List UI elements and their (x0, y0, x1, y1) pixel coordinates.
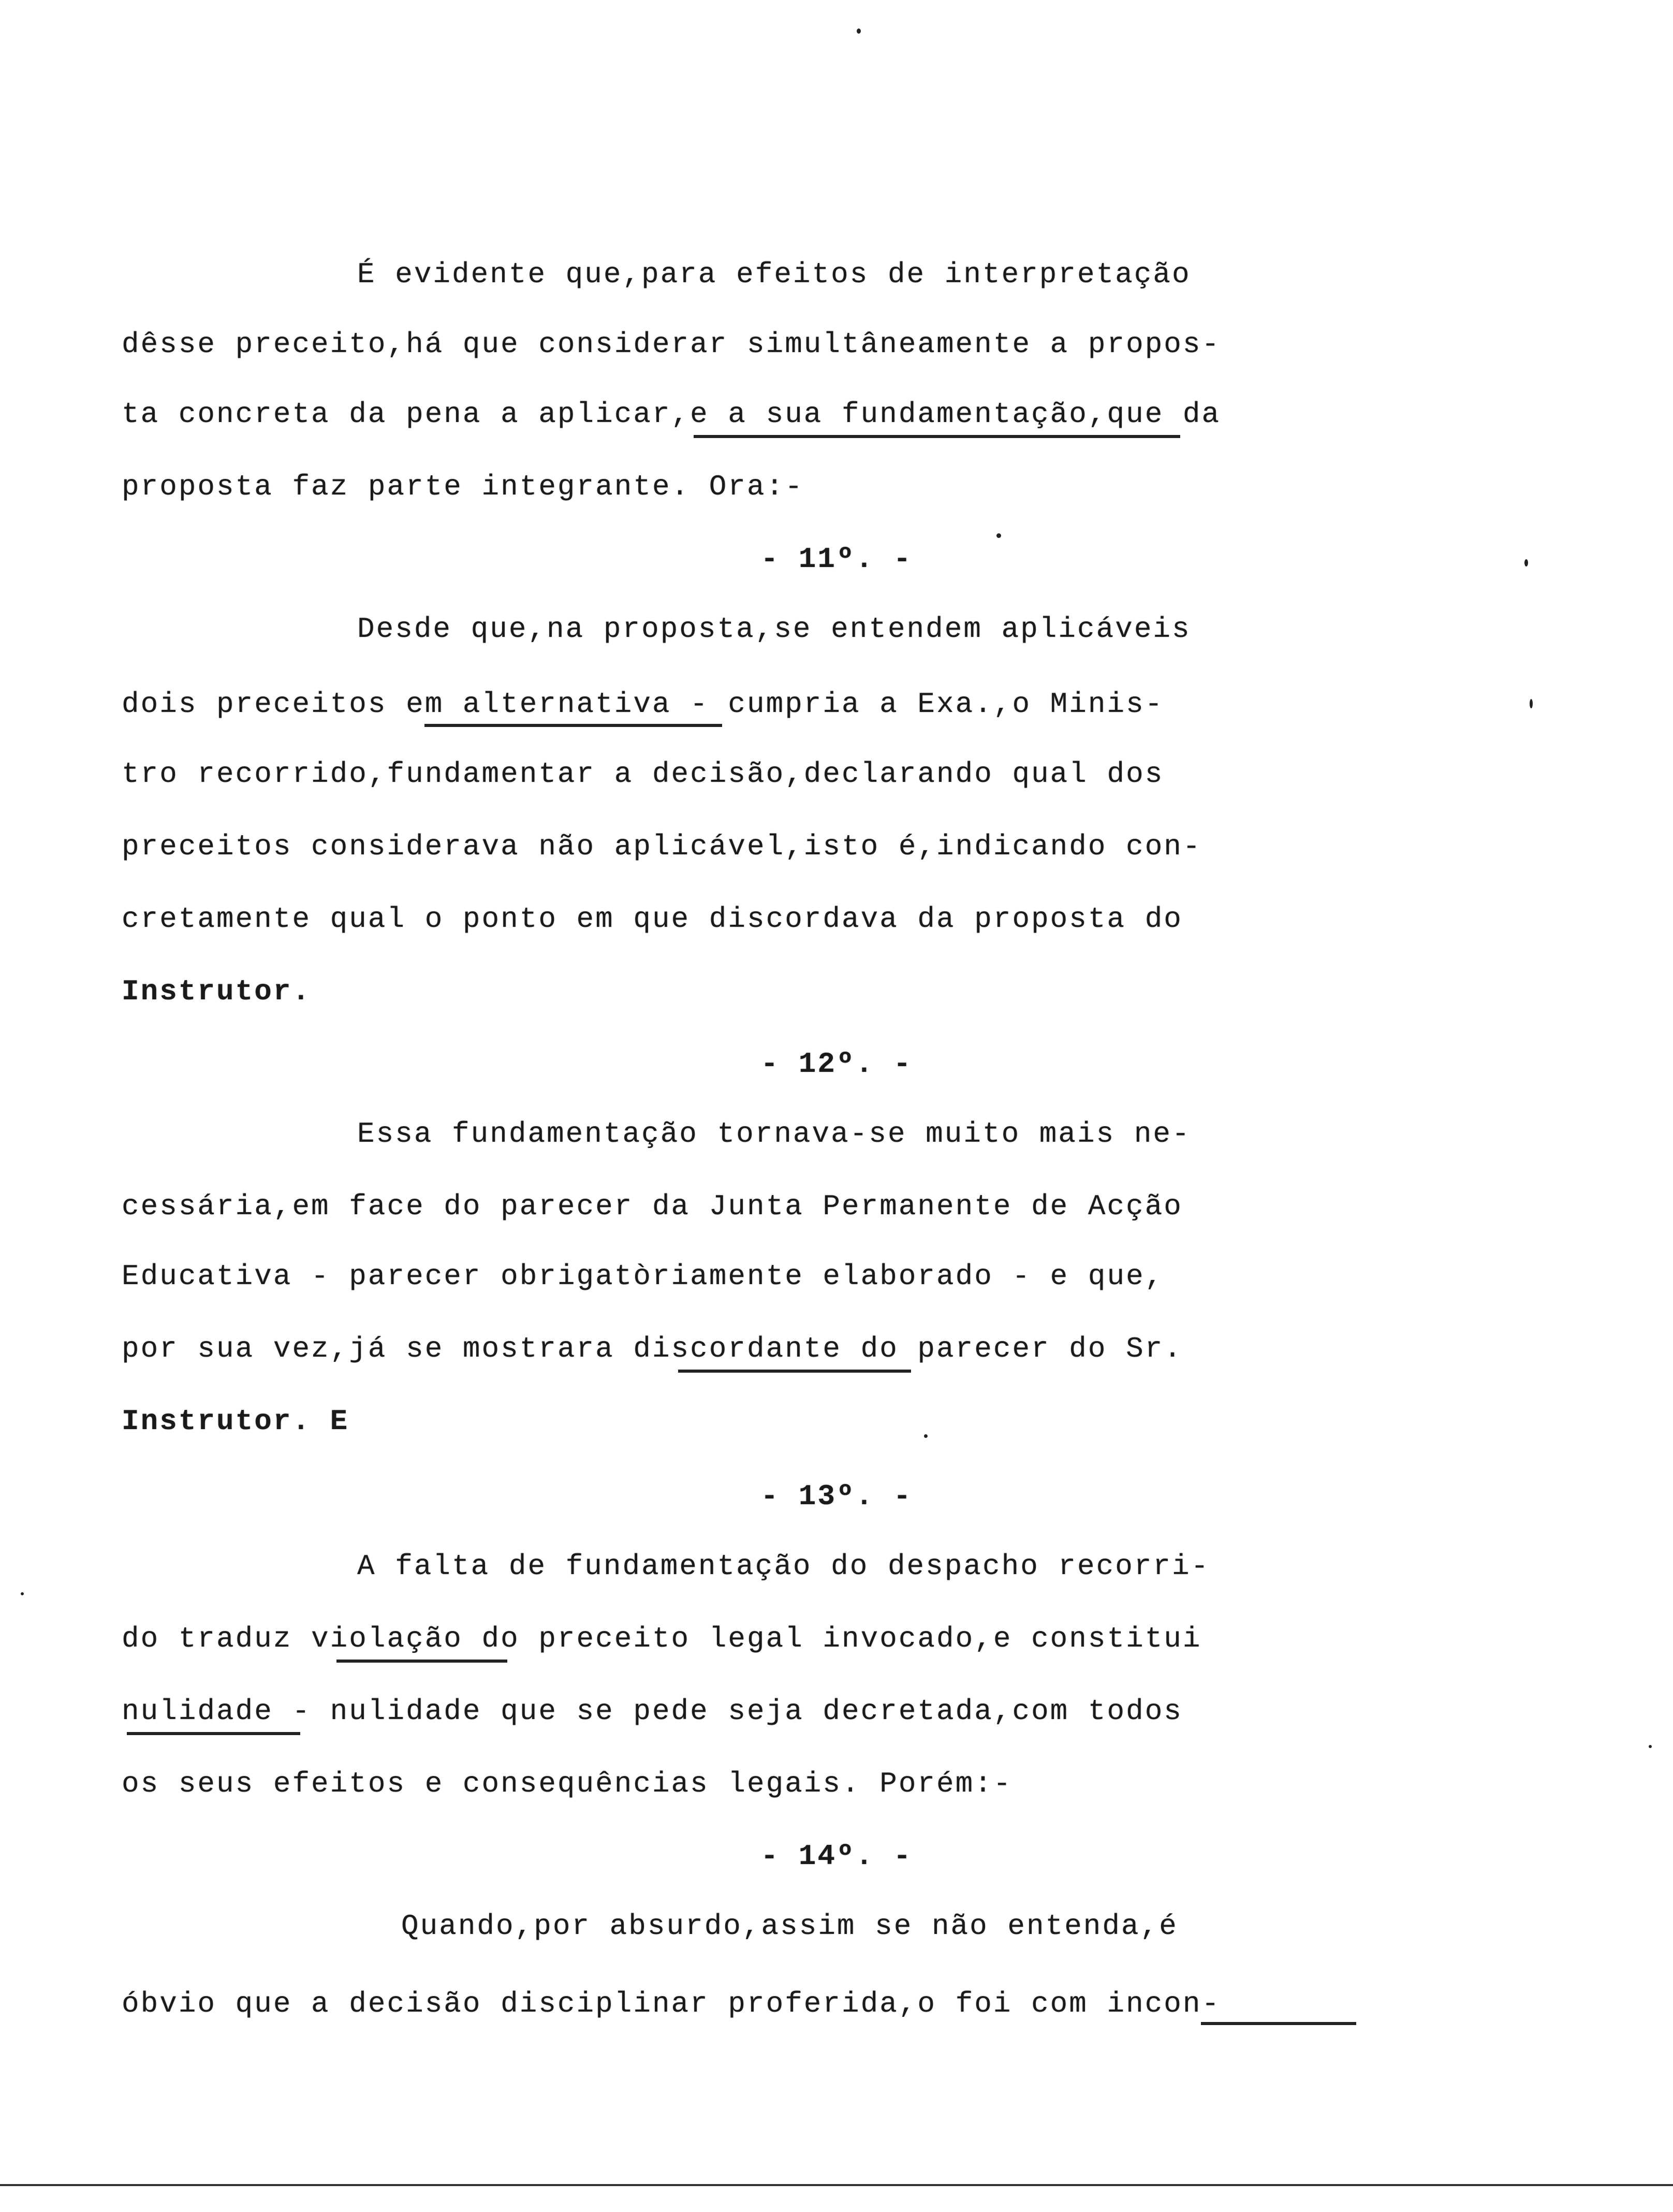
text-line-8: tro recorrido,fundamentar a decisão,declarando qual dos (122, 758, 1164, 791)
text-line-22: os seus efeitos e consequências legais. Porém:- (122, 1767, 1012, 1800)
text-line-11: Instrutor. (122, 975, 312, 1008)
text-line-17: Instrutor. E (122, 1405, 349, 1438)
text-line-10: cretamente qual o ponto em que discordava da proposta do (122, 903, 1183, 936)
scan-speck (857, 28, 861, 34)
text-line-2: dêsse preceito,há que considerar simultâneamente a propos- (122, 328, 1221, 361)
text-line-7: dois preceitos em alternativa - cumpria a Exa.,o Minis- (122, 688, 1164, 721)
underline-discordante (678, 1370, 911, 1373)
underline-em-alternativa (424, 724, 722, 727)
underline-incon (1201, 2022, 1356, 2025)
scan-speck (1530, 699, 1533, 708)
section-number-14: - 14º. - (760, 1840, 913, 1873)
text-line-13: Essa fundamentação tornava-se muito mais ne- (357, 1117, 1191, 1151)
scan-speck (924, 1434, 928, 1438)
section-number-11: - 11º. - (760, 543, 913, 576)
scan-speck (996, 533, 1001, 538)
text-line-1: É evidente que,para efeitos de interpretação (357, 258, 1191, 291)
text-line-15: Educativa - parecer obrigatòriamente elaborado - e que, (122, 1260, 1164, 1293)
underline-violacao (336, 1660, 507, 1663)
text-line-19: A falta de fundamentação do despacho recorri- (357, 1550, 1210, 1583)
bottom-edge-line (0, 2184, 1673, 2186)
scan-speck (1649, 1745, 1652, 1748)
text-line-14: cessária,em face do parecer da Junta Permanente de Acção (122, 1190, 1183, 1223)
text-line-25: óbvio que a decisão disciplinar proferida,o foi com incon- (122, 1987, 1221, 2020)
text-line-21: nulidade - nulidade que se pede seja decretada,com todos (122, 1695, 1183, 1728)
text-line-9: preceitos considerava não aplicável,isto é,indicando con- (122, 830, 1202, 863)
text-line-24: Quando,por absurdo,assim se não entenda,é (401, 1910, 1178, 1943)
underline-fundamentacao (694, 435, 1180, 438)
scan-speck (1524, 559, 1528, 566)
text-line-20: do traduz violação do preceito legal invocado,e constitui (122, 1622, 1202, 1655)
text-line-3: ta concreta da pena a aplicar,e a sua fundamentação,que da (122, 398, 1221, 431)
scan-speck (21, 1592, 24, 1595)
section-number-13: - 13º. - (760, 1480, 913, 1513)
text-line-4: proposta faz parte integrante. Ora:- (122, 470, 804, 503)
underline-nulidade (127, 1732, 300, 1735)
text-line-6: Desde que,na proposta,se entendem aplicáveis (357, 613, 1191, 646)
text-line-16: por sua vez,já se mostrara discordante do parecer do Sr. (122, 1332, 1183, 1365)
section-number-12: - 12º. - (760, 1047, 913, 1081)
